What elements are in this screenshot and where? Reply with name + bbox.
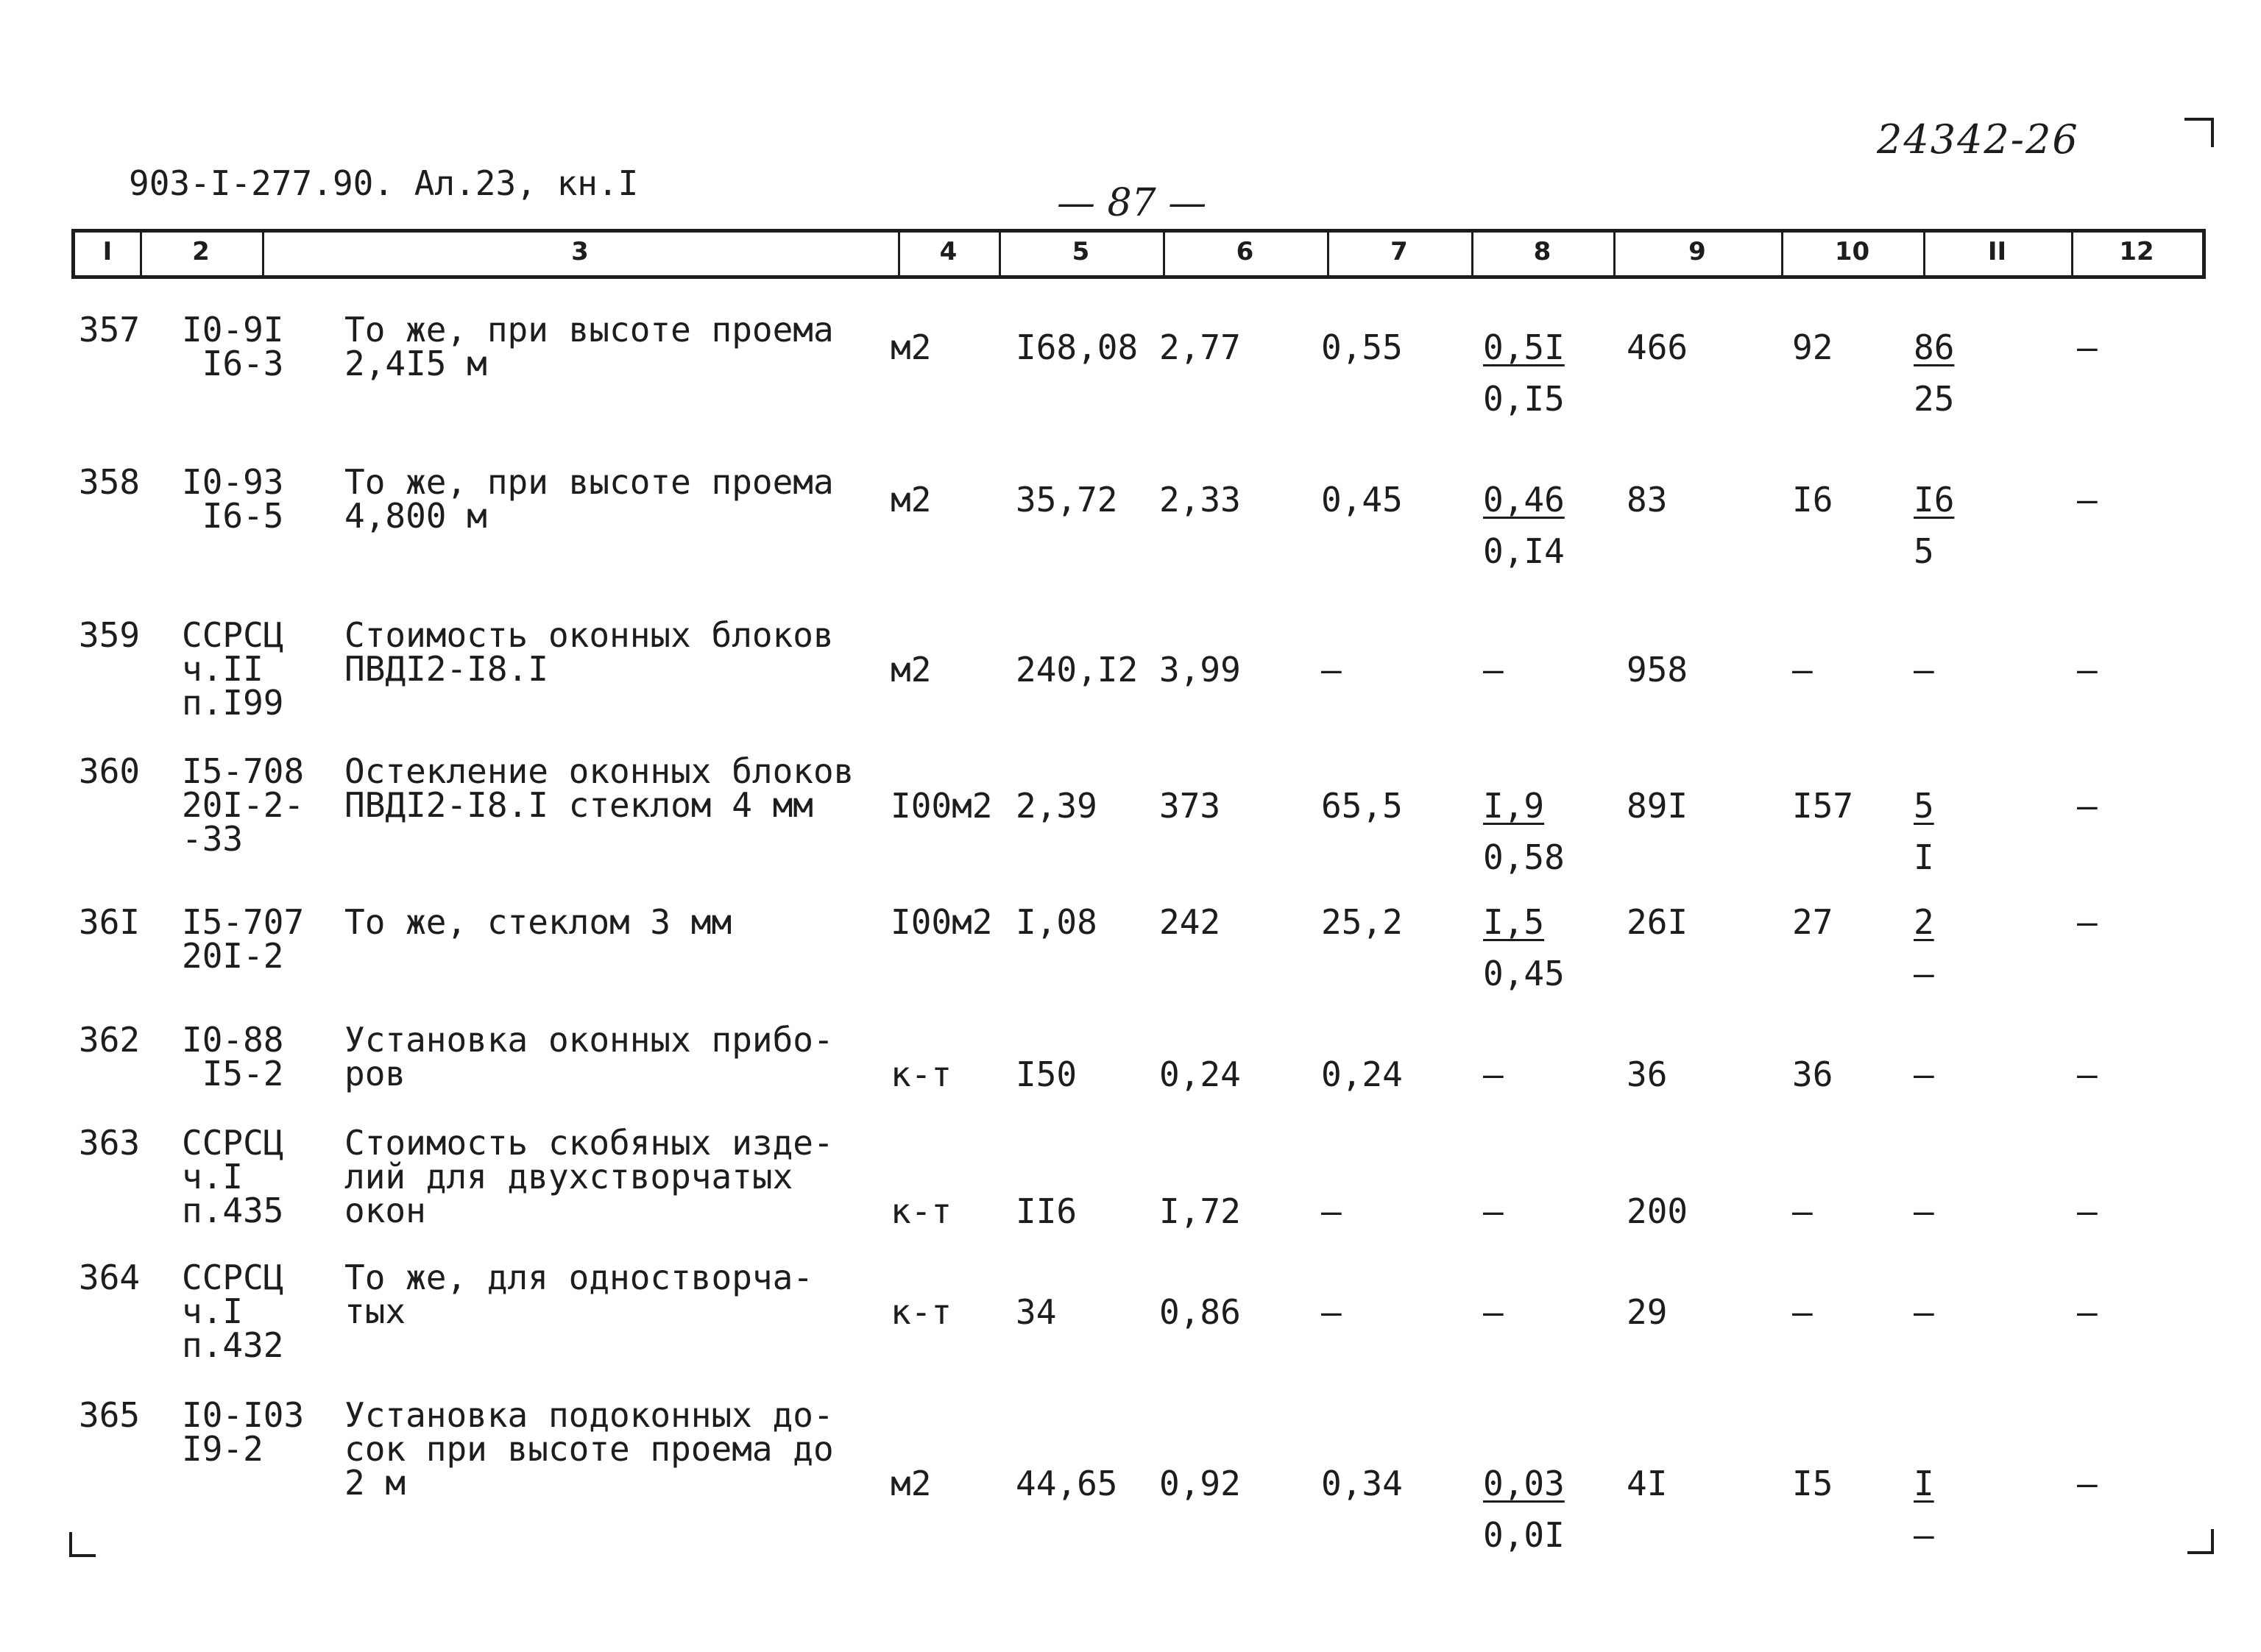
unit-cost-cell: 0,24 — [1159, 1054, 1241, 1094]
norm-code: ССРСЦ ч.I п.432 — [182, 1258, 284, 1365]
quantity-cell: 34 — [1016, 1292, 1057, 1332]
total-wage-cell: I57 — [1792, 786, 1854, 826]
wage-cell: – — [1321, 1292, 1342, 1332]
unit-cost-cell: I,72 — [1159, 1191, 1241, 1231]
unit-cost-cell: 0,92 — [1159, 1464, 1241, 1503]
column-header-9: 9 — [1688, 237, 1706, 266]
column-header-7: 7 — [1390, 237, 1408, 266]
norm-code: I0-I03 I9-2 — [182, 1395, 305, 1469]
work-description: То же, для одностворча- тых — [344, 1258, 813, 1331]
total-machine-wage-cell: – — [1914, 1515, 1934, 1555]
machine-cost-cell: – — [1483, 1292, 1504, 1332]
row-number: 360 — [79, 751, 141, 791]
machine-wage-cell: 0,0I — [1483, 1515, 1565, 1555]
total-cost-cell: 83 — [1627, 480, 1668, 520]
wage-cell: 0,24 — [1321, 1054, 1403, 1094]
sheet-number: 24342-26 — [1877, 116, 2079, 163]
wage-cell: 25,2 — [1321, 902, 1403, 942]
total-cost-cell: 36 — [1627, 1054, 1668, 1094]
total-machine-cell: 2 — [1914, 902, 1934, 942]
unit-cost-cell: 2,33 — [1159, 480, 1241, 520]
total-cost-cell: 29 — [1627, 1292, 1668, 1332]
norm-code: I0-9I I6-3 — [182, 310, 284, 383]
unit-cell: I00м2 — [891, 786, 993, 826]
norm-code: I0-88 I5-2 — [182, 1020, 284, 1093]
total-cost-cell: 26I — [1627, 902, 1688, 942]
machine-cost-cell: 0,5I — [1483, 327, 1565, 367]
total-wage-cell: 92 — [1792, 327, 1833, 367]
total-machine-wage-cell: – — [1914, 954, 1934, 993]
machine-wage-cell: 0,I4 — [1483, 531, 1565, 571]
column-header-1: I — [102, 237, 113, 266]
total-cost-cell: 4I — [1627, 1464, 1668, 1503]
quantity-cell: I68,08 — [1016, 327, 1139, 367]
document-code: 903-I-277.90. Ал.23, кн.I — [129, 163, 639, 203]
column-header-12: 12 — [2119, 237, 2154, 266]
norm-code: ССРСЦ ч.II п.I99 — [182, 615, 284, 723]
total-machine-wage-cell: 5 — [1914, 531, 1934, 571]
unit-cost-cell: 2,77 — [1159, 327, 1241, 367]
machine-wage-cell: 0,I5 — [1483, 379, 1565, 419]
unit-cell: м2 — [891, 327, 932, 367]
machine-wage-cell: 0,45 — [1483, 954, 1565, 993]
column-header-10: 10 — [1834, 237, 1870, 266]
unit-cost-cell: 0,86 — [1159, 1292, 1241, 1332]
total-machine-cell: I — [1914, 1464, 1934, 1503]
extra-cell: – — [2077, 1054, 2098, 1094]
total-machine-cell: 5 — [1914, 786, 1934, 826]
norm-code: I0-93 I6-5 — [182, 462, 284, 536]
unit-cell: м2 — [891, 480, 932, 520]
norm-code: ССРСЦ ч.I п.435 — [182, 1123, 284, 1230]
table-header — [71, 229, 2206, 279]
total-cost-cell: 958 — [1627, 650, 1688, 689]
unit-cell: к-т — [891, 1191, 952, 1231]
machine-wage-cell: 0,58 — [1483, 837, 1565, 877]
total-machine-cell: – — [1914, 1054, 1934, 1094]
row-number: 359 — [79, 615, 141, 655]
total-wage-cell: I6 — [1792, 480, 1833, 520]
row-number: 36I — [79, 902, 141, 942]
total-machine-cell: 86 — [1914, 327, 1955, 367]
row-number: 357 — [79, 310, 141, 350]
total-machine-wage-cell: 25 — [1914, 379, 1955, 419]
unit-cell: к-т — [891, 1292, 952, 1332]
quantity-cell: 35,72 — [1016, 480, 1118, 520]
column-header-2: 2 — [192, 237, 210, 266]
total-cost-cell: 200 — [1627, 1191, 1688, 1231]
norm-code: I5-707 20I-2 — [182, 902, 305, 976]
machine-cost-cell: I,5 — [1483, 902, 1545, 942]
unit-cost-cell: 242 — [1159, 902, 1221, 942]
quantity-cell: 2,39 — [1016, 786, 1097, 826]
unit-cost-cell: 3,99 — [1159, 650, 1241, 689]
page-number: — 87 — — [1057, 181, 1207, 225]
total-cost-cell: 466 — [1627, 327, 1688, 367]
corner-mark-top-right — [2184, 118, 2214, 147]
unit-cost-cell: 373 — [1159, 786, 1221, 826]
row-number: 364 — [79, 1258, 141, 1297]
unit-cell: к-т — [891, 1054, 952, 1094]
total-machine-wage-cell: I — [1914, 837, 1934, 877]
machine-cost-cell: – — [1483, 1191, 1504, 1231]
wage-cell: 0,55 — [1321, 327, 1403, 367]
total-wage-cell: – — [1792, 650, 1813, 689]
total-wage-cell: 27 — [1792, 902, 1833, 942]
corner-mark-bottom-left — [69, 1532, 96, 1557]
wage-cell: – — [1321, 1191, 1342, 1231]
column-header-3: 3 — [571, 237, 589, 266]
total-wage-cell: 36 — [1792, 1054, 1833, 1094]
column-header-5: 5 — [1072, 237, 1090, 266]
unit-cell: I00м2 — [891, 902, 993, 942]
total-wage-cell: – — [1792, 1191, 1813, 1231]
wage-cell: – — [1321, 650, 1342, 689]
quantity-cell: 44,65 — [1016, 1464, 1118, 1503]
column-header-8: 8 — [1533, 237, 1551, 266]
quantity-cell: II6 — [1016, 1191, 1078, 1231]
unit-cell: м2 — [891, 650, 932, 689]
extra-cell: – — [2077, 1292, 2098, 1332]
machine-cost-cell: – — [1483, 650, 1504, 689]
work-description: То же, стеклом 3 мм — [344, 902, 732, 942]
quantity-cell: I50 — [1016, 1054, 1078, 1094]
total-wage-cell: – — [1792, 1292, 1813, 1332]
work-description: Установка оконных прибо- ров — [344, 1020, 834, 1093]
column-header-4: 4 — [939, 237, 958, 266]
extra-cell: – — [2077, 1464, 2098, 1503]
total-cost-cell: 89I — [1627, 786, 1688, 826]
total-machine-cell: – — [1914, 1292, 1934, 1332]
row-number: 365 — [79, 1395, 141, 1435]
work-description: То же, при высоте проема 2,4I5 м — [344, 310, 834, 383]
machine-cost-cell: 0,03 — [1483, 1464, 1565, 1503]
extra-cell: – — [2077, 1191, 2098, 1231]
extra-cell: – — [2077, 786, 2098, 826]
total-machine-cell: I6 — [1914, 480, 1955, 520]
work-description: Остекление оконных блоков ПВДI2-I8.I стеклом 4 мм — [344, 751, 854, 825]
extra-cell: – — [2077, 480, 2098, 520]
total-machine-cell: – — [1914, 650, 1934, 689]
unit-cell: м2 — [891, 1464, 932, 1503]
work-description: Стоимость скобяных изде- лий для двухстворчатых окон — [344, 1123, 834, 1230]
extra-cell: – — [2077, 327, 2098, 367]
corner-mark-bottom-right — [2187, 1529, 2214, 1554]
row-number: 362 — [79, 1020, 141, 1060]
column-header-11: II — [1987, 237, 2007, 266]
work-description: Установка подоконных до- сок при высоте проема до 2 м — [344, 1395, 834, 1503]
wage-cell: 65,5 — [1321, 786, 1403, 826]
machine-cost-cell: – — [1483, 1054, 1504, 1094]
wage-cell: 0,45 — [1321, 480, 1403, 520]
machine-cost-cell: 0,46 — [1483, 480, 1565, 520]
work-description: Стоимость оконных блоков ПВДI2-I8.I — [344, 615, 834, 689]
quantity-cell: 240,I2 — [1016, 650, 1139, 689]
row-number: 358 — [79, 462, 141, 502]
column-header-6: 6 — [1236, 237, 1254, 266]
wage-cell: 0,34 — [1321, 1464, 1403, 1503]
total-machine-cell: – — [1914, 1191, 1934, 1231]
extra-cell: – — [2077, 902, 2098, 942]
norm-code: I5-708 20I-2- -33 — [182, 751, 305, 859]
total-wage-cell: I5 — [1792, 1464, 1833, 1503]
extra-cell: – — [2077, 650, 2098, 689]
machine-cost-cell: I,9 — [1483, 786, 1545, 826]
row-number: 363 — [79, 1123, 141, 1163]
work-description: То же, при высоте проема 4,800 м — [344, 462, 834, 536]
quantity-cell: I,08 — [1016, 902, 1097, 942]
